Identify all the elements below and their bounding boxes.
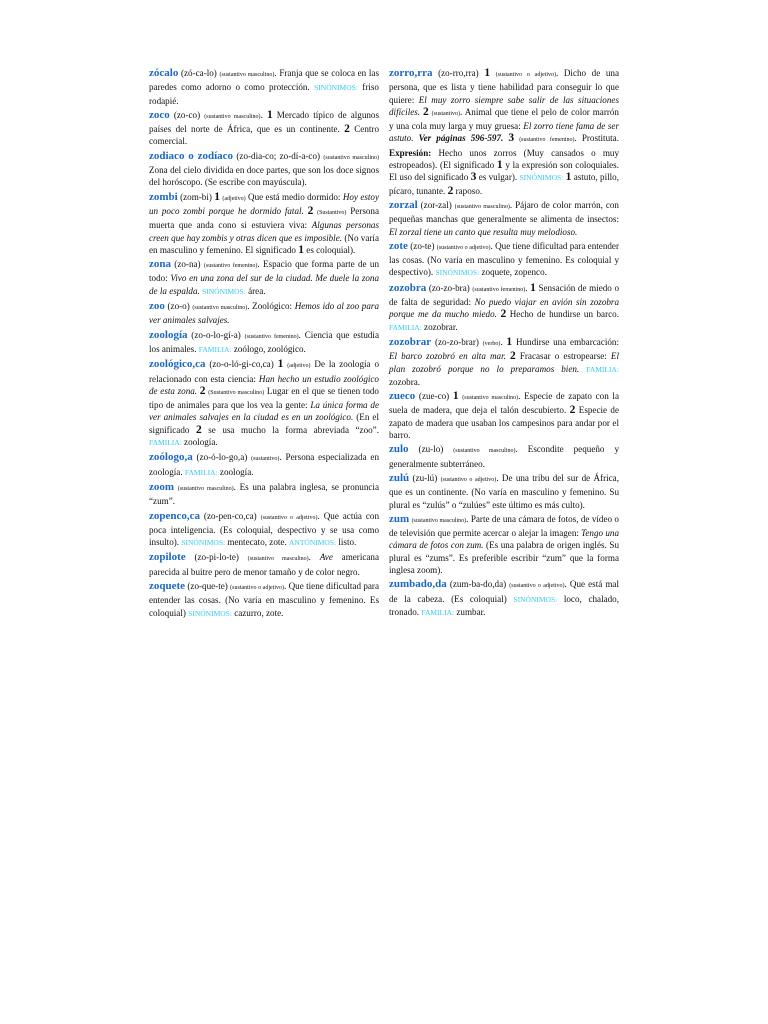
grammar-label: (sustantivo femenino) [472, 286, 526, 293]
entry-zoologia [149, 329, 379, 357]
grammar-label: (sustantivo femenino) [203, 263, 258, 270]
entry-text: (zo-rro,rra) [432, 68, 485, 78]
entry-zote [389, 240, 619, 280]
entry-zorro [389, 67, 619, 197]
sense-number: 2 [447, 184, 454, 197]
entry-text: zoquete, zopenco. [479, 267, 547, 278]
category-label: FAMILIA: [389, 322, 422, 332]
category-label: SINÓNIMOS: [188, 608, 232, 618]
grammar-label: (sustantivo o adjetivo) [230, 584, 284, 591]
example-text: Tengo una cámara de fotos con zum. [389, 528, 619, 551]
entry-text: (zo-o) [164, 301, 193, 312]
example-text: Han hecho un estudio zoológico de esta zona. [149, 373, 379, 396]
grammar-label: (sustantivo masculino) [462, 395, 519, 402]
sense-number: 1 [484, 67, 491, 79]
entry-zorzal [389, 199, 619, 238]
headword: zoquete [149, 579, 186, 592]
example-text: El zorzal tiene un canto que resulta muy melodioso. [389, 226, 578, 237]
entry-text: zozobra. [389, 376, 421, 387]
entry-text: (zo-o-lo-gí-a) [187, 329, 245, 340]
entry-text: . Espacio que forma parte de un todo: [149, 259, 379, 284]
entry-zumbado [389, 578, 619, 619]
sense-number: 1 [277, 358, 284, 371]
sense-number: 1 [496, 159, 503, 172]
entry-text: (Es una palabra de origen inglés. Su plural es “zums”. Es preferible escribir “zum” que la forma inglesa zoom). [389, 540, 620, 575]
entry-zopilote [149, 551, 379, 578]
sense-number: 2 [510, 350, 516, 363]
entry-text: (zor-zal) [417, 199, 455, 210]
entry-zulu [389, 472, 619, 511]
entry-zoologico [149, 358, 379, 449]
sense-number: 2 [307, 204, 314, 217]
sense-number: 3 [470, 171, 477, 184]
sense-number: 1 [530, 281, 536, 294]
entry-text: área. [245, 285, 266, 296]
entry-text: (zum-ba-do,da) [446, 579, 510, 590]
sense-number: 2 [344, 123, 350, 136]
category-label: FAMILIA: [198, 344, 232, 354]
sense-number: 2 [569, 404, 576, 417]
example-text: No puedo viajar en avión sin zozobra porque me da mucho miedo. [389, 297, 620, 320]
example-text: La única forma de ver animales salvajes en la ciudad es en un zoológico. [149, 400, 379, 423]
entry-text: . Zoológico: [247, 301, 295, 312]
entry-text: Lugar en el que se tienen todo tipo de animales para que los vea la gente: [149, 385, 379, 411]
grammar-label: (sustantivo masculino) [177, 485, 234, 492]
entry-text: zoología. [217, 466, 254, 477]
entry-text: . [525, 282, 531, 293]
headword: zum [389, 512, 410, 525]
category-label: FAMILIA: [421, 607, 455, 617]
sense-number: 1 [506, 335, 513, 348]
entry-zodiaco [149, 150, 379, 189]
entry-zulo [389, 443, 619, 470]
entry-text: Zona del cielo dividida en doce partes, que son los doce signos del horóscopo. (Se escribe con mayúscula). [149, 165, 379, 188]
sense-number: 2 [199, 384, 206, 397]
headword: zozobrar [389, 335, 432, 348]
entry-zopenco [149, 510, 379, 550]
example-text: El barco zozobró en alta mar. [389, 351, 506, 362]
category-label: SINÓNIMOS: [435, 268, 480, 278]
entry-text: . [500, 336, 507, 347]
entry-text: astuto, pillo, pícaro, tunante. [389, 172, 619, 196]
entry-text: y la expresión son coloquiales. El uso del significado [389, 160, 619, 183]
cross-reference: Ver páginas 596-597. [418, 133, 504, 144]
headword: zoólogo,a [149, 451, 193, 464]
entry-text: (En el significado [149, 412, 379, 435]
headword: zulú [389, 471, 410, 484]
entry-text: Centro comercial. [149, 124, 379, 147]
entry-text: zumbar. [454, 606, 486, 617]
category-label: SINÓNIMOS: [513, 594, 558, 604]
entry-text: (zo-co) [169, 109, 205, 120]
sense-number: 2 [423, 105, 429, 118]
grammar-label: (sustantivo masculino) [411, 517, 467, 524]
entry-text: (zo-ó-lo-go,a) [192, 452, 252, 463]
headword: zote [389, 239, 408, 252]
category-label: FAMILIA: [586, 364, 619, 374]
entry-text: (zu-lú) [409, 472, 441, 483]
grammar-label: (sustantivo masculino) [323, 154, 379, 161]
entry-text: loco, chalado, tronado. [389, 593, 619, 617]
grammar-label: (Sustantivo masculino) [208, 389, 265, 396]
category-label: ANTÓNIMOS: [289, 538, 337, 548]
grammar-label: (sustantivo masculino) [192, 305, 248, 312]
headword: zumbado,da [389, 578, 447, 591]
entry-text: . Dicho de una persona, que es lista y tiene habilidad para conseguir lo que quiere: [389, 68, 619, 105]
headword: zona [149, 258, 171, 271]
grammar-label: (sustantivo masculino) [454, 203, 510, 210]
headword: zopenco,ca [149, 509, 201, 522]
entry-text: . Parte de una cámara de fotos, de vídeo o de televisión que permite acercar o alejar la imagen: [389, 513, 619, 539]
entry-text: es vulgar). [476, 172, 520, 183]
entry-text: . [308, 552, 320, 563]
entry-text: . Especie de zapato con la suela de madera, que deja el talón descubierto. [389, 391, 619, 416]
grammar-label: (sustantivo o adjetivo) [440, 476, 497, 483]
grammar-label: (adjetivo) [287, 363, 311, 370]
sense-number: 1 [452, 390, 459, 403]
example-text: El muy zorro siempre sabe salir de las situaciones difíciles. [389, 94, 619, 117]
left-column [149, 67, 379, 622]
entry-zoo [149, 300, 379, 327]
headword: zócalo [149, 67, 179, 79]
example-text: El zorro tiene fama de ser astuto. [389, 121, 619, 144]
entry-text: (zu-lo) [408, 444, 454, 455]
grammar-label: (sustantivo o adjetivo) [509, 583, 565, 590]
headword: zoco [149, 108, 170, 121]
entry-text: . De una tribu del sur de África, que es un continente. (No varía en masculino y femenino. Su plural es “zulús” o “zulúes” este último es más culto). [389, 472, 619, 510]
entry-text: Mercado típico de algunos países del norte de África, que es un continente. [149, 109, 379, 135]
entry-text: (zo-que-te) [185, 580, 231, 591]
entry-text: Persona muerta que anda cono si estuviera viva: [149, 205, 379, 231]
grammar-label: (sustantivo o adjetivo) [436, 244, 491, 251]
entry-text: . Escondite pequeño y generalmente subterráneo. [389, 444, 619, 469]
grammar-label: (sustantivo masculino) [453, 448, 516, 455]
sense-number: 2 [500, 308, 507, 321]
entry-text: se usa mucho la forma abreviada “zoo”. [201, 424, 379, 435]
category-label: FAMILIA: [149, 438, 182, 448]
expression-label: Expresión: [389, 147, 432, 158]
entry-text: zoología. [181, 437, 218, 448]
grammar-label: (sustantivo femenino) [519, 137, 575, 144]
entry-zozobra [389, 282, 619, 334]
category-label: SINÓNIMOS: [519, 173, 564, 183]
entry-zocalo [149, 67, 379, 107]
grammar-label: (Sustantivo) [317, 209, 347, 216]
entry-text: (zom-bi) [177, 191, 215, 202]
grammar-label: (sustantivo o adjetivo) [495, 72, 556, 78]
entry-text: raposo. [453, 185, 483, 196]
example-text: Vivo en una zona del sur de la ciudad. Me duele la zona de la espalda. [149, 273, 379, 296]
sense-number: 1 [266, 108, 273, 121]
entry-text: (zo-te) [407, 240, 437, 251]
entry-zueco [389, 390, 619, 441]
sense-number: 1 [298, 243, 305, 256]
entry-text: . Franja que se coloca en las paredes como adorno o como protección. [149, 68, 379, 93]
sense-number: 1 [565, 171, 572, 184]
entry-text: listo. [336, 537, 357, 548]
entry-text: . Persona especializada en zoología. [149, 452, 380, 477]
sense-number: 3 [508, 132, 515, 145]
entry-zozobrar [389, 336, 619, 388]
example-text: Ave [319, 552, 333, 563]
entry-text: Hecho unos zorros (Muy cansados o muy estropeados). (El significado [389, 147, 619, 171]
entry-text: De la zoología o relacionado con esta ciencia: [149, 359, 379, 384]
headword: zorzal [389, 198, 418, 211]
grammar-label: (sustantivo masculino) [219, 72, 275, 78]
example-text: Hemos ido al zoo para ver animales salvajes. [149, 301, 379, 326]
grammar-label: (sustantivo o adjetivo) [260, 514, 318, 521]
right-column [389, 67, 619, 621]
example-text: Algunas personas creen que hay zombis y otras dicen que es imposible. [149, 220, 379, 243]
entry-text: Hecho de hundirse un barco. [506, 309, 619, 320]
grammar-label: (sustantivo) [251, 456, 280, 463]
grammar-label: (verbo) [482, 340, 501, 347]
grammar-label: (adjetivo) [222, 195, 246, 202]
entry-text: (No varía en masculino y femenino. El significado [149, 232, 379, 255]
entry-zoco [149, 109, 379, 148]
entry-text: (zo-zo-brar) [431, 336, 483, 347]
entry-text: mentecato, zote. [225, 537, 289, 548]
headword: zoológico,ca [149, 358, 206, 371]
entry-text: zozobrar. [421, 321, 458, 332]
entry-text: (zo-na) [171, 259, 204, 270]
headword: zombi [149, 190, 178, 203]
entry-text: . Que tiene dificultad para entender las cosas. (No varía en masculino y femenino. Es coloquial y despectivo). [389, 240, 619, 278]
example-text: Hoy estoy un poco zombi porque he dormido fatal. [149, 191, 379, 216]
entry-text: friso rodapié. [149, 82, 379, 106]
headword: zoología [149, 328, 188, 341]
category-label: SINÓNIMOS: [314, 83, 358, 93]
headword: zueco [389, 390, 416, 403]
entry-text: Hundirse una embarcación: [512, 336, 620, 347]
entry-text: (zo-o-ló-gi-co,ca) [205, 359, 278, 370]
entry-zombi [149, 191, 379, 256]
example-text: El plan zozobró porque no lo preparamos bien. [389, 351, 619, 374]
headword: zulo [389, 443, 409, 456]
entry-zoologo [149, 451, 379, 479]
category-label: SINÓNIMOS: [181, 538, 226, 548]
headword: zorro,rra [389, 67, 433, 79]
sense-number: 2 [195, 423, 202, 436]
entry-text: . Que tiene dificultad para entender las cosas. (No varía en masculino y femenino. Es coloquial) [149, 580, 379, 618]
entry-text: Sensación de miedo o de falta de seguridad: [389, 282, 619, 308]
entry-text: . Que está mal de la cabeza. (Es coloquial) [389, 579, 619, 604]
headword: zoo [149, 300, 165, 313]
entry-zum [389, 513, 619, 576]
entry-text: . [260, 109, 267, 120]
entry-zoquete [149, 580, 379, 620]
entry-zona [149, 258, 379, 298]
entry-text: (zo-zo-bra) [426, 282, 473, 293]
entry-text: . Pájaro de color marrón, con pequeñas manchas que generalmente se alimenta de insectos: [389, 199, 619, 225]
sense-number: 1 [214, 190, 220, 203]
grammar-label: (sustantivo masculino) [247, 556, 309, 563]
entry-text: cazurro, zote. [231, 607, 284, 618]
entry-text: . Ciencia que estudia los animales. [149, 329, 379, 354]
headword: zozobra [389, 281, 427, 294]
entry-text: Fracasar o estropearse: [515, 351, 611, 362]
headword: zoom [149, 480, 175, 493]
headword: zodiaco o zodíaco [149, 149, 234, 162]
entry-text: (zo-pi-lo-te) [185, 552, 248, 563]
grammar-label: (sustantivo) [431, 110, 461, 117]
entry-zoom [149, 481, 379, 508]
entry-text: es coloquial). [304, 244, 356, 255]
entry-text: . Que actúa con poca inteligencia. (Es coloquial, despectivo y se usa como insulto). [149, 510, 379, 548]
category-label: FAMILIA: [184, 467, 218, 477]
grammar-label: (sustantivo femenino) [244, 333, 299, 340]
entry-text: (zue-co) [415, 391, 453, 402]
entry-text: Especie de zapato de madera que usaban los campesinos para andar por el barro. [389, 405, 620, 441]
entry-text: Que está medio dormido: [245, 191, 343, 202]
category-label: SINÓNIMOS: [202, 286, 246, 296]
entry-text: . Prostituta. [574, 133, 619, 144]
entry-text: (zo-pen-co,ca) [200, 510, 261, 521]
entry-text: (zó-ca-lo) [178, 68, 220, 78]
entry-text: americana parecida al buitre pero de menor tamaño y de color negro. [149, 552, 380, 577]
entry-text: . Animal que tiene el pelo de color marrón y una cola muy larga y muy gruesa: [389, 106, 619, 132]
grammar-label: (sustantivo masculino) [204, 113, 261, 120]
entry-text: zoólogo, zoológico. [231, 343, 306, 354]
headword: zopilote [149, 551, 186, 564]
entry-text: (zo-dia-co; zo-dí-a-co) [233, 150, 324, 161]
entry-text: . Es una palabra inglesa, se pronuncia “zum”. [149, 481, 379, 507]
